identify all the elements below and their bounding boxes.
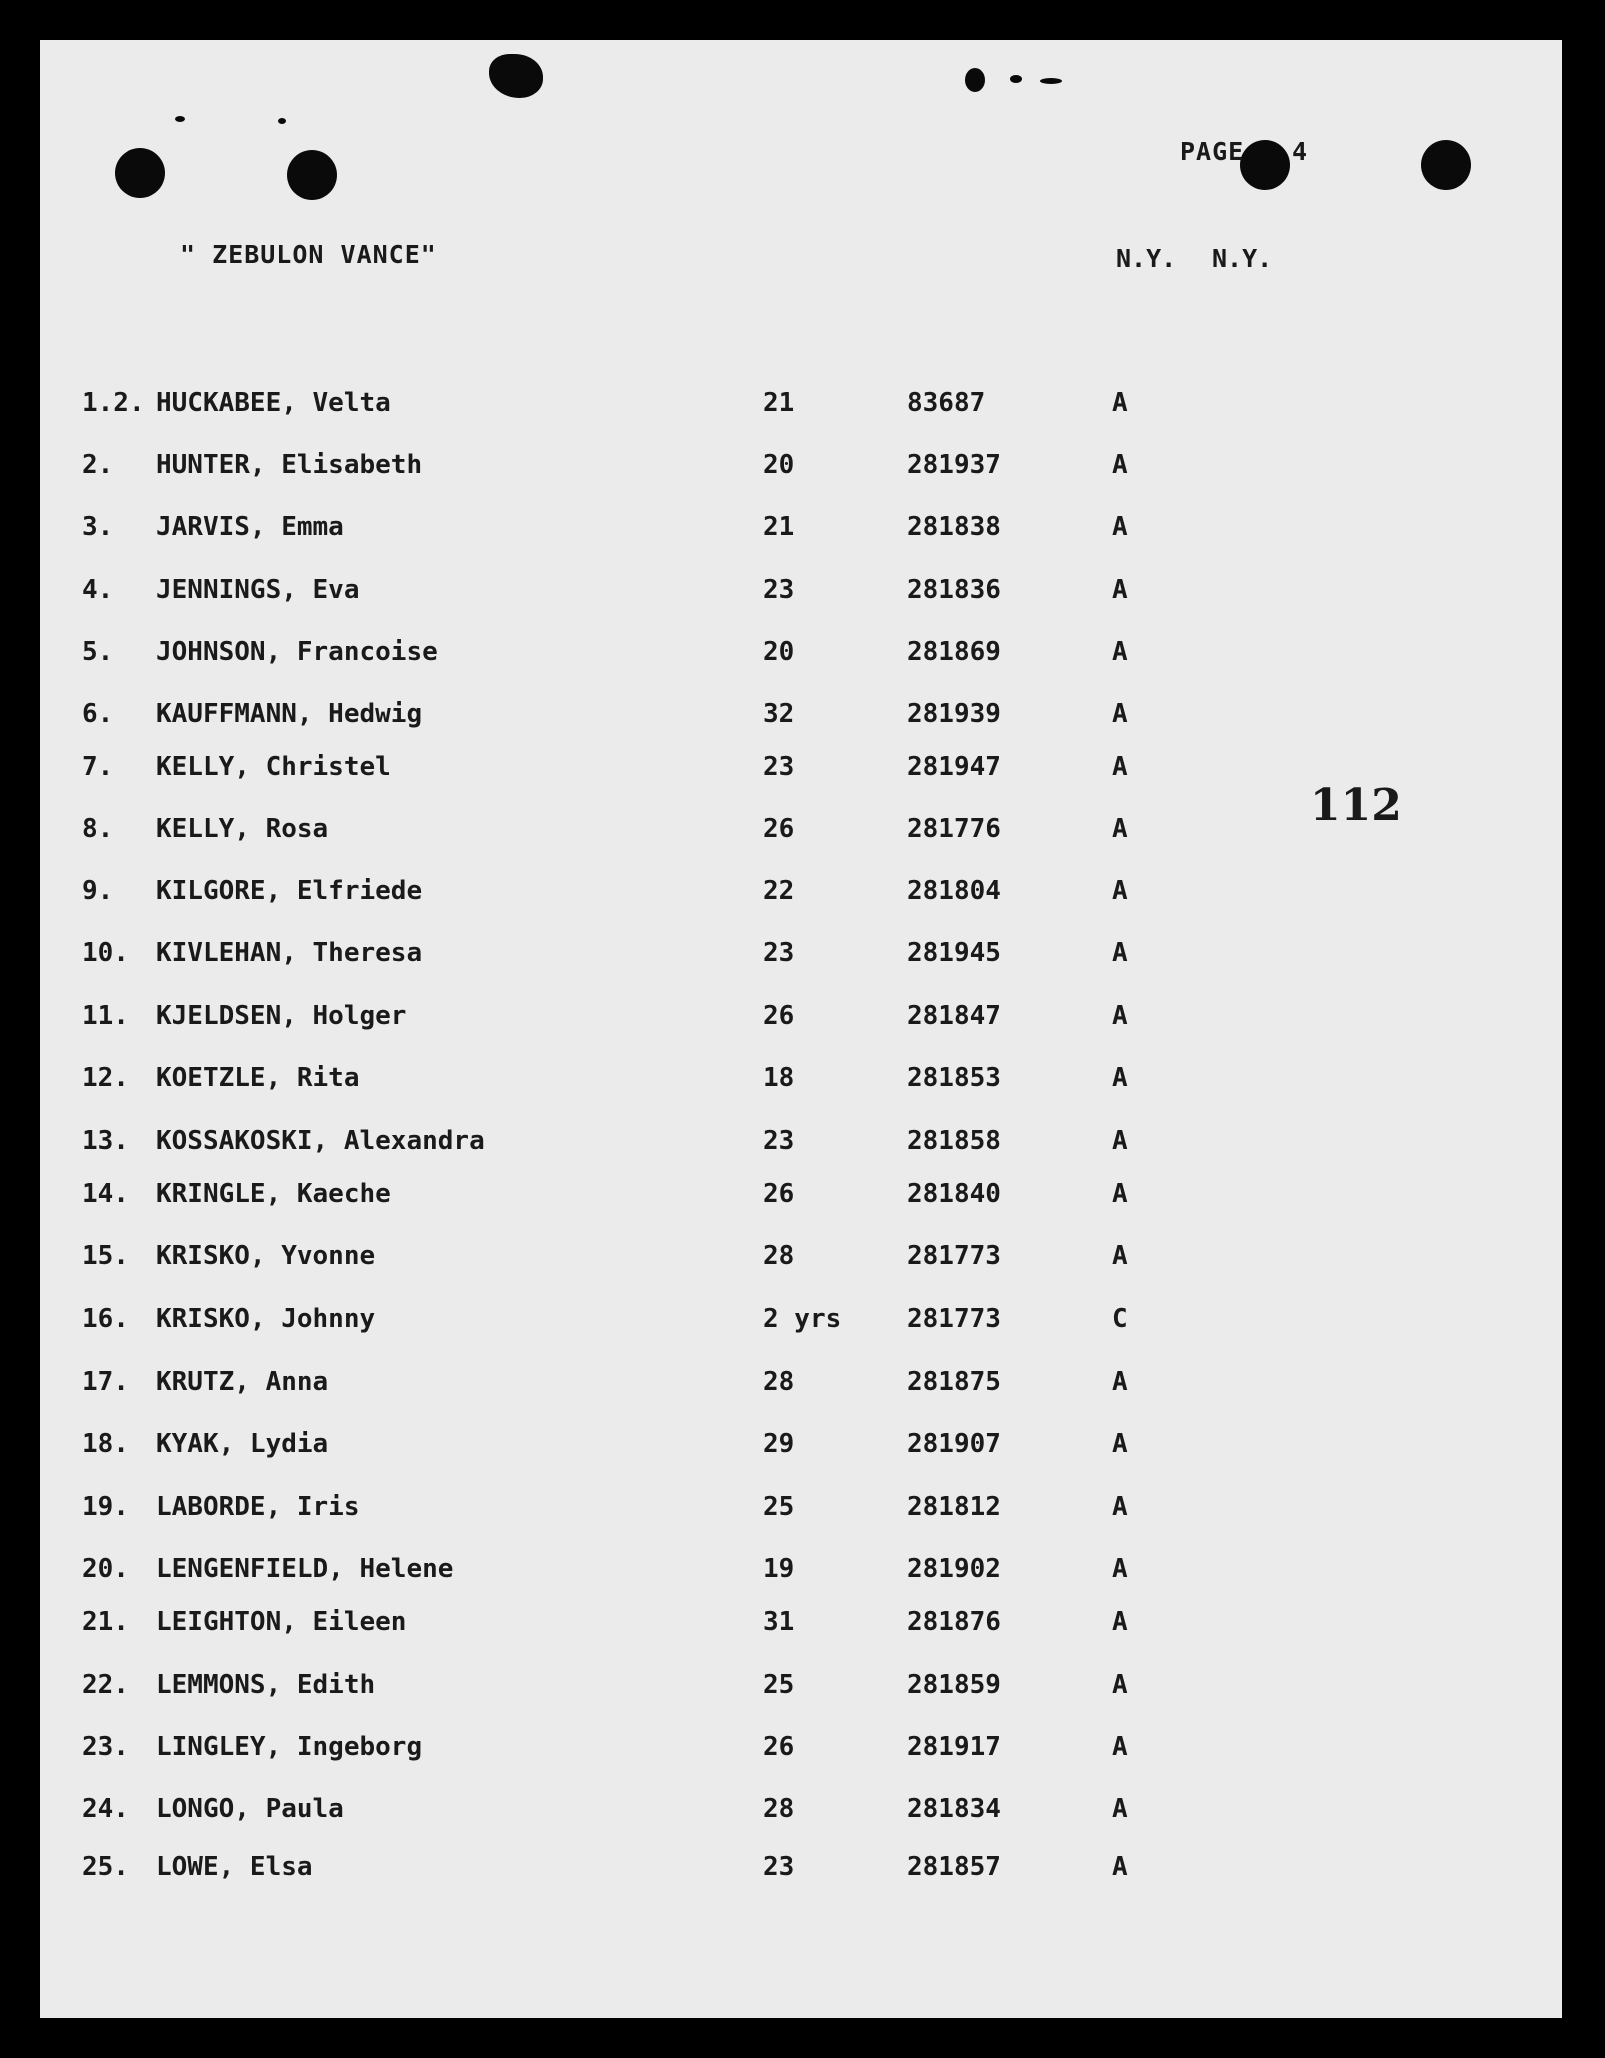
passenger-name: KELLY, Rosa — [156, 814, 329, 844]
page-number: 4 — [1292, 137, 1308, 166]
ticket-number: 281847 — [907, 1001, 1001, 1031]
passenger-name: LABORDE, Iris — [156, 1492, 360, 1522]
passenger-name: KRISKO, Johnny — [156, 1304, 376, 1334]
row-number: 25. — [82, 1852, 129, 1882]
ticket-number: 281858 — [907, 1126, 1001, 1156]
passenger-name: HUNTER, Elisabeth — [156, 450, 423, 480]
ticket-number: 281869 — [907, 637, 1001, 667]
row-number: 19. — [82, 1492, 129, 1522]
row-number: 11. — [82, 1001, 129, 1031]
passenger-name: KYAK, Lydia — [156, 1429, 329, 1459]
passenger-name: KOSSAKOSKI, Alexandra — [156, 1126, 485, 1156]
passenger-class: A — [1112, 575, 1128, 605]
row-number: 9. — [82, 876, 114, 906]
ship-name: " ZEBULON VANCE" — [180, 240, 437, 269]
row-number: 10. — [82, 938, 129, 968]
passenger-name: LINGLEY, Ingeborg — [156, 1732, 423, 1762]
ticket-number: 281947 — [907, 752, 1001, 782]
row-number: 7. — [82, 752, 114, 782]
ink-smudge — [965, 68, 985, 92]
passenger-age: 29 — [763, 1429, 795, 1459]
passenger-class: A — [1112, 1126, 1128, 1156]
row-number: 8. — [82, 814, 114, 844]
row-number: 6. — [82, 699, 114, 729]
row-number: 12. — [82, 1063, 129, 1093]
punch-hole — [1240, 140, 1290, 190]
passenger-name: KRISKO, Yvonne — [156, 1241, 376, 1271]
passenger-name: KOETZLE, Rita — [156, 1063, 360, 1093]
passenger-class: A — [1112, 450, 1128, 480]
ticket-number: 281857 — [907, 1852, 1001, 1882]
passenger-name: KILGORE, Elfriede — [156, 876, 423, 906]
stamp-number: 112 — [1310, 780, 1402, 831]
ticket-number: 281902 — [907, 1554, 1001, 1584]
passenger-age: 32 — [763, 699, 795, 729]
passenger-age: 28 — [763, 1794, 795, 1824]
row-number: 1.2. — [82, 388, 145, 418]
row-number: 24. — [82, 1794, 129, 1824]
port-column-header: N.Y. — [1212, 244, 1273, 273]
ticket-number: 281840 — [907, 1179, 1001, 1209]
row-number: 5. — [82, 637, 114, 667]
passenger-class: C — [1112, 1304, 1128, 1334]
ticket-number: 281853 — [907, 1063, 1001, 1093]
passenger-age: 23 — [763, 752, 795, 782]
passenger-name: JENNINGS, Eva — [156, 575, 360, 605]
passenger-age: 23 — [763, 938, 795, 968]
passenger-class: A — [1112, 752, 1128, 782]
passenger-class: A — [1112, 1732, 1128, 1762]
passenger-class: A — [1112, 1429, 1128, 1459]
ticket-number: 281917 — [907, 1732, 1001, 1762]
row-number: 18. — [82, 1429, 129, 1459]
row-number: 14. — [82, 1179, 129, 1209]
row-number: 3. — [82, 512, 114, 542]
row-number: 22. — [82, 1670, 129, 1700]
passenger-name: JOHNSON, Francoise — [156, 637, 438, 667]
row-number: 13. — [82, 1126, 129, 1156]
punch-hole — [115, 148, 165, 198]
passenger-class: A — [1112, 1852, 1128, 1882]
passenger-name: LEIGHTON, Eileen — [156, 1607, 407, 1637]
document-page — [40, 40, 1562, 2018]
ticket-number: 281834 — [907, 1794, 1001, 1824]
row-number: 4. — [82, 575, 114, 605]
row-number: 17. — [82, 1367, 129, 1397]
passenger-class: A — [1112, 876, 1128, 906]
passenger-class: A — [1112, 637, 1128, 667]
passenger-age: 21 — [763, 388, 795, 418]
ink-smudge — [175, 116, 185, 122]
ticket-number: 281804 — [907, 876, 1001, 906]
row-number: 15. — [82, 1241, 129, 1271]
ticket-number: 281812 — [907, 1492, 1001, 1522]
passenger-age: 26 — [763, 1732, 795, 1762]
passenger-class: A — [1112, 1492, 1128, 1522]
passenger-name: KJELDSEN, Holger — [156, 1001, 407, 1031]
passenger-class: A — [1112, 1241, 1128, 1271]
passenger-name: LONGO, Paula — [156, 1794, 344, 1824]
passenger-class: A — [1112, 1367, 1128, 1397]
passenger-age: 23 — [763, 575, 795, 605]
ticket-number: 281859 — [907, 1670, 1001, 1700]
passenger-age: 18 — [763, 1063, 795, 1093]
passenger-age: 22 — [763, 876, 795, 906]
ink-smudge — [489, 54, 543, 98]
passenger-class: A — [1112, 938, 1128, 968]
passenger-class: A — [1112, 512, 1128, 542]
passenger-name: JARVIS, Emma — [156, 512, 344, 542]
passenger-age: 21 — [763, 512, 795, 542]
passenger-name: KIVLEHAN, Theresa — [156, 938, 423, 968]
punch-hole — [1421, 140, 1471, 190]
passenger-age: 25 — [763, 1670, 795, 1700]
ticket-number: 281838 — [907, 512, 1001, 542]
ticket-number: 281937 — [907, 450, 1001, 480]
passenger-age: 26 — [763, 1001, 795, 1031]
passenger-class: A — [1112, 1794, 1128, 1824]
passenger-age: 28 — [763, 1241, 795, 1271]
passenger-name: KELLY, Christel — [156, 752, 391, 782]
passenger-name: KRUTZ, Anna — [156, 1367, 329, 1397]
passenger-age: 23 — [763, 1852, 795, 1882]
ink-smudge — [278, 118, 286, 124]
passenger-class: A — [1112, 699, 1128, 729]
passenger-class: A — [1112, 1179, 1128, 1209]
passenger-class: A — [1112, 1670, 1128, 1700]
row-number: 16. — [82, 1304, 129, 1334]
row-number: 23. — [82, 1732, 129, 1762]
passenger-age: 26 — [763, 1179, 795, 1209]
ticket-number: 281939 — [907, 699, 1001, 729]
passenger-name: KAUFFMANN, Hedwig — [156, 699, 423, 729]
row-number: 20. — [82, 1554, 129, 1584]
port-column-header: N.Y. — [1116, 244, 1177, 273]
passenger-name: LENGENFIELD, Helene — [156, 1554, 454, 1584]
passenger-age: 20 — [763, 450, 795, 480]
ticket-number: 281836 — [907, 575, 1001, 605]
passenger-age: 31 — [763, 1607, 795, 1637]
passenger-name: LOWE, Elsa — [156, 1852, 313, 1882]
ticket-number: 281776 — [907, 814, 1001, 844]
passenger-name: LEMMONS, Edith — [156, 1670, 376, 1700]
punch-hole — [287, 150, 337, 200]
row-number: 2. — [82, 450, 114, 480]
passenger-class: A — [1112, 388, 1128, 418]
ticket-number: 281876 — [907, 1607, 1001, 1637]
row-number: 21. — [82, 1607, 129, 1637]
page-label: PAGE — [1180, 137, 1245, 166]
ticket-number: 281907 — [907, 1429, 1001, 1459]
ticket-number: 83687 — [907, 388, 986, 418]
passenger-class: A — [1112, 1554, 1128, 1584]
ink-smudge — [1040, 78, 1062, 84]
passenger-age: 20 — [763, 637, 795, 667]
ticket-number: 281945 — [907, 938, 1001, 968]
passenger-class: A — [1112, 1063, 1128, 1093]
passenger-age: 25 — [763, 1492, 795, 1522]
passenger-class: A — [1112, 814, 1128, 844]
passenger-name: KRINGLE, Kaeche — [156, 1179, 391, 1209]
passenger-age: 26 — [763, 814, 795, 844]
ticket-number: 281773 — [907, 1304, 1001, 1334]
passenger-age: 19 — [763, 1554, 795, 1584]
passenger-class: A — [1112, 1001, 1128, 1031]
passenger-age: 28 — [763, 1367, 795, 1397]
ticket-number: 281875 — [907, 1367, 1001, 1397]
passenger-age: 23 — [763, 1126, 795, 1156]
passenger-name: HUCKABEE, Velta — [156, 388, 391, 418]
ticket-number: 281773 — [907, 1241, 1001, 1271]
ink-smudge — [1010, 75, 1022, 83]
passenger-age: 2 yrs — [763, 1304, 842, 1334]
passenger-class: A — [1112, 1607, 1128, 1637]
